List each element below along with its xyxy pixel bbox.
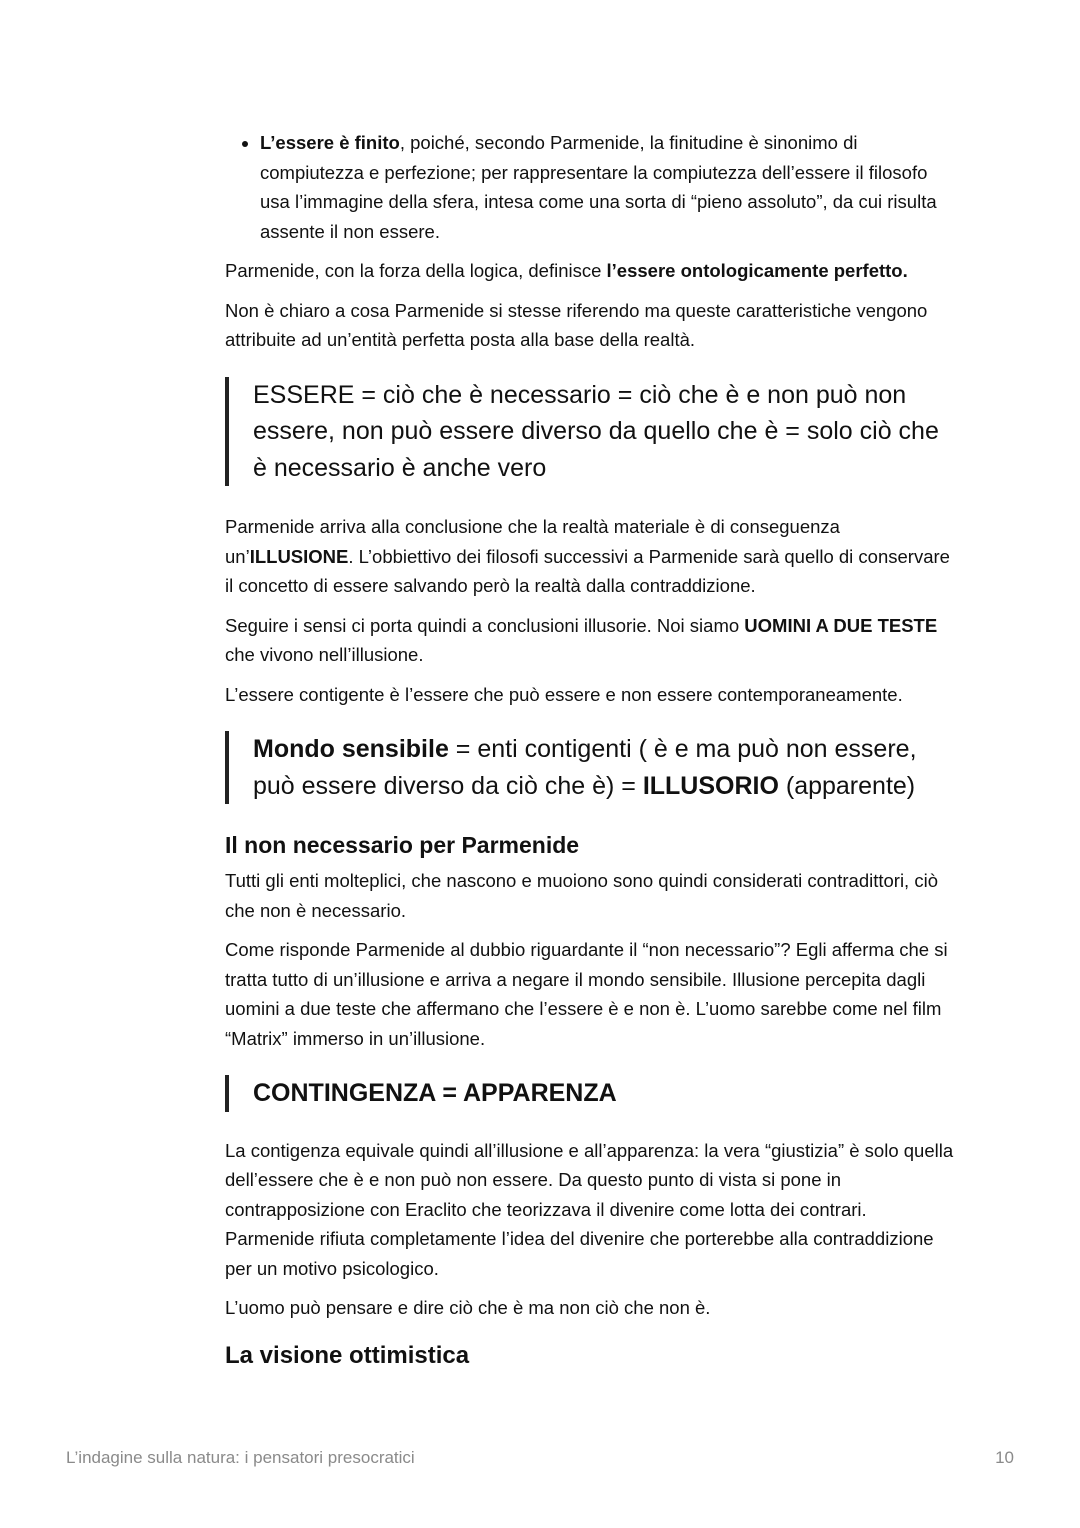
quote-essere: ESSERE = ciò che è necessario = ciò che è e non può non essere, non può essere diverso da quello che è = solo ciò che è necessario è anche vero — [225, 377, 955, 487]
paragraph-4-text-b: che vivono nell’illusione. — [225, 644, 424, 665]
paragraph-6: Tutti gli enti molteplici, che nascono e muoiono sono quindi considerati contradittori, ciò che non è necessario. — [225, 870, 938, 921]
bullet-text: , poiché, secondo Parmenide, la finitudine è sinonimo di compiutezza e perfezione; per rappresentare la compiutezza dell’essere il filosofo usa l’immagine della sfera, intesa come una sorta di “pieno assoluto”, da cui risulta assente il non essere. — [260, 132, 937, 242]
paragraph-3-text-a: Parmenide arriva alla conclusione che la realtà materiale è di conseguenza un’ — [225, 516, 840, 567]
paragraph-4-text-a: Seguire i sensi ci porta quindi a conclusioni illusorie. Noi siamo — [225, 614, 745, 636]
quote-2-bold-1: Mondo sensibile — [253, 735, 449, 763]
bullet-bold: L’essere è finito — [260, 132, 400, 153]
footer-title: L’indagine sulla natura: i pensatori presocratici — [66, 1448, 415, 1467]
paragraph-9: L’uomo può pensare e dire ciò che è ma non ciò che non è. — [225, 1297, 711, 1318]
paragraph-3 — [225, 512, 955, 601]
bullet-list — [225, 128, 955, 246]
quote-mondo-sensibile — [225, 731, 955, 804]
paragraph-7: Come risponde Parmenide al dubbio riguardante il “non necessario”? Egli afferma che si tratta tutto di un’illusione e arriva a negare il mondo sensibile. Illusione percepita dagli uomini a due teste che affermano che l’essere è e non è. L’uomo sarebbe come nel film “Matrix” immerso in un’illusione. — [225, 939, 948, 1049]
paragraph-3-bold: ILLUSIONE — [249, 545, 349, 567]
paragraph-2: Non è chiaro a cosa Parmenide si stesse riferendo ma queste caratteristiche vengono attribuite ad un’entità perfetta posta alla base della realtà. — [225, 299, 928, 350]
paragraph-4-bold: UOMINI A DUE TESTE — [744, 614, 938, 636]
bullet-item — [260, 128, 955, 246]
paragraph-1-text: Parmenide, con la forza della logica, definisce — [225, 260, 607, 281]
quote-2-text-a: = enti contigenti ( è e ma può non essere, può essere diverso da ciò che è) = — [253, 735, 917, 800]
paragraph-8: La contigenza equivale quindi all’illusione e all’apparenza: la vera “giustizia” è solo quella dell’essere che è e non può non essere. Da questo punto di vista si pone in contrapposizione con Eraclito che teorizzava il divenire come lotta dei contrari. Parmenide rifiuta completamente l’idea del divenire che porterebbe alla contraddizione per un motivo psicologico. — [225, 1139, 954, 1279]
quote-2-bold-2: ILLUSORIO — [642, 771, 779, 800]
heading-visione-ottimistica: La visione ottimistica — [225, 1341, 470, 1369]
paragraph-3-text-b: . L’obbiettivo dei filosofi successivi a Parmenide sarà quello di conservare il concetto di essere salvando però la realtà dalla contraddizione. — [225, 545, 950, 596]
page-number: 10 — [995, 1448, 1014, 1467]
paragraph-4 — [225, 611, 955, 670]
quote-2-text-b: (apparente) — [778, 771, 916, 800]
quote-contingenza: CONTINGENZA = APPARENZA — [225, 1075, 955, 1112]
paragraph-1 — [225, 256, 955, 286]
heading-non-necessario: Il non necessario per Parmenide — [225, 832, 580, 858]
paragraph-1-bold: l’essere ontologicamente perfetto. — [606, 260, 908, 281]
paragraph-5: L’essere contigente è l’essere che può essere e non essere contemporaneamente. — [225, 683, 903, 705]
document-body — [225, 128, 955, 1377]
